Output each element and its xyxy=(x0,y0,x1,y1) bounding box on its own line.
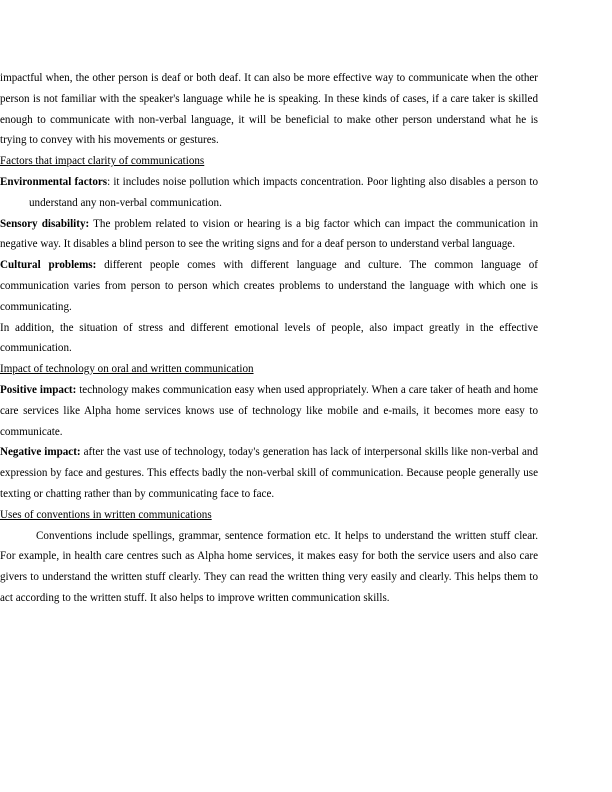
environmental-factors-text: : it includes noise pollution which impacts concentration. Poor lighting also disables a person to understand any non-verbal communication. xyxy=(29,175,538,209)
factors-heading: Factors that impact clarity of communications xyxy=(0,155,205,168)
sensory-disability-paragraph xyxy=(0,214,538,256)
technology-heading: Impact of technology on oral and written communication xyxy=(0,363,254,376)
conventions-heading: Uses of conventions in written communications xyxy=(0,508,212,521)
environmental-factors-paragraph xyxy=(0,172,538,214)
cultural-problems-paragraph xyxy=(0,255,538,317)
cultural-problems-term: Cultural problems: xyxy=(0,259,97,272)
positive-impact-term: Positive impact: xyxy=(0,383,77,396)
intro-paragraph: impactful when, the other person is deaf or both deaf. It can also be more effective way to communicate when the other person is not familiar with the speaker's language while he is speaking. In these kinds of cases, if a care taker is skilled enough to communicate with non-verbal language, it will be beneficial to make other person understand what he is trying to convey with his movements or gestures. xyxy=(0,72,538,147)
positive-impact-paragraph xyxy=(0,380,538,442)
negative-impact-text: after the vast use of technology, today's generation has lack of interpersonal skills like non-verbal and expression by face and gestures. This effects badly the non-verbal skill of communication. Because people generally use texting or chatting rather than by communicating face to face. xyxy=(0,446,538,500)
environmental-factors-term: Environmental factors xyxy=(0,175,108,188)
document-page xyxy=(0,68,538,609)
addition-paragraph: In addition, the situation of stress and different emotional levels of people, also impact greatly in the effective communication. xyxy=(0,321,538,355)
sensory-disability-text: The problem related to vision or hearing is a big factor which can impact the communication in negative way. It disables a blind person to see the writing signs and for a deaf person to understand verbal language. xyxy=(0,217,539,251)
conventions-paragraph: Conventions include spellings, grammar, sentence formation etc. It helps to understand the written stuff clear. For example, in health care centres such as Alpha home services, it makes easy for both the service users and also care givers to understand the written stuff clearly. They can read the written thing very easily and clearly. This helps them to act according to the written stuff. It also helps to improve written communication skills. xyxy=(0,529,538,604)
sensory-disability-term: Sensory disability: xyxy=(0,217,90,230)
negative-impact-paragraph xyxy=(0,442,538,504)
negative-impact-term: Negative impact: xyxy=(0,446,81,459)
positive-impact-text: technology makes communication easy when used appropriately. When a care taker of heath and home care services like Alpha home services knows use of technology like mobile and e-mails, it becomes more easy to communicate. xyxy=(0,383,538,438)
cultural-problems-text: different people comes with different language and culture. The common language of communication varies from person to person which creates problems to understand the language with which one is communicating. xyxy=(0,259,538,313)
